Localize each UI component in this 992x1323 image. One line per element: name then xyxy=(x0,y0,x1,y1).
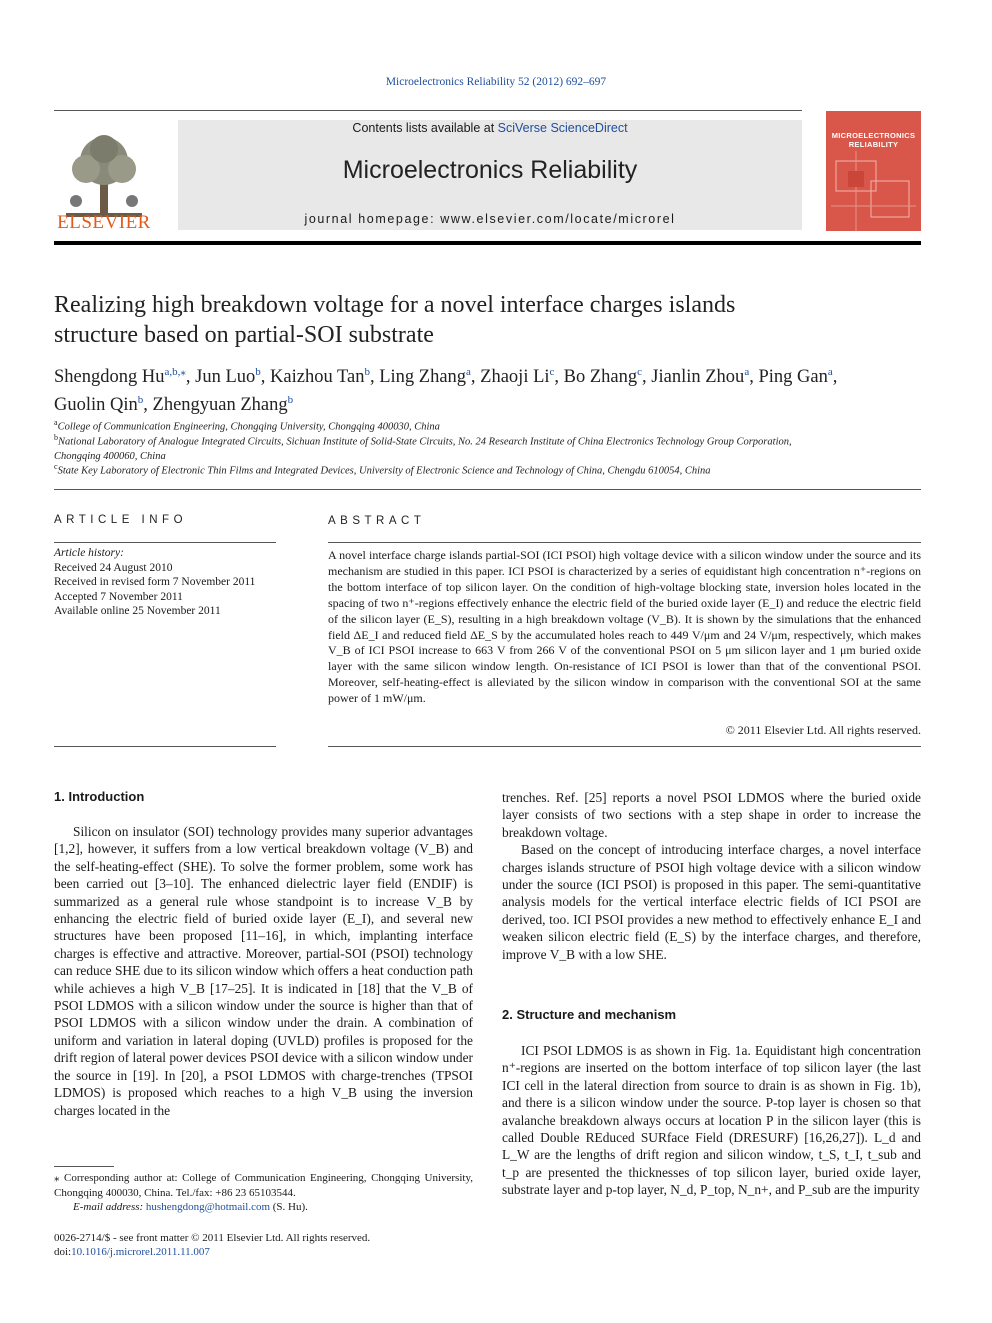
affiliation-text: National Laboratory of Analogue Integrated Circuits, Sichuan Institute of Solid-State Circuits, No. 24 Research Institute of China Electronics Technology Group Corporation, xyxy=(58,436,792,448)
author-affil-sup[interactable]: a xyxy=(466,366,471,378)
homepage-prefix: journal homepage: xyxy=(304,212,441,226)
cover-title: MICROELECTRONICS RELIABILITY xyxy=(831,131,916,149)
author-affil-sup[interactable]: a,b,⁎ xyxy=(164,366,186,378)
right-column xyxy=(502,789,921,963)
author[interactable]: Ping Gan xyxy=(758,367,828,388)
affiliation-rule xyxy=(54,489,921,490)
contents-prefix: Contents lists available at xyxy=(352,121,498,135)
history-accepted: Accepted 7 November 2011 xyxy=(54,590,183,603)
affiliation-marker: a xyxy=(54,418,58,427)
email-suffix: (S. Hu). xyxy=(270,1201,308,1213)
history-label: Article history: xyxy=(54,547,124,559)
article-title-line1: Realizing high breakdown voltage for a novel interface charges islands xyxy=(54,292,736,318)
affiliation-c xyxy=(54,460,934,479)
author[interactable]: Jianlin Zhou xyxy=(651,367,745,388)
elsevier-wordmark: ELSEVIER xyxy=(57,212,151,233)
affiliation-text-cont: Chongqing 400060, China xyxy=(54,451,166,462)
author-affil-sup[interactable]: a xyxy=(827,366,833,378)
intro-paragraph-continued: trenches. Ref. [25] reports a novel PSOI LDMOS where the buried oxide layer consists of two sections with a step shape in order to increase the breakdown voltage. xyxy=(502,790,921,840)
doi-label: doi: xyxy=(54,1246,72,1258)
email-link[interactable]: hushengdong@hotmail.com xyxy=(145,1201,271,1213)
author-separator: , xyxy=(749,367,759,388)
affiliation-marker: b xyxy=(54,433,58,442)
author-separator: , xyxy=(832,367,838,388)
issn-line: 0026-2714/$ - see front matter © 2011 Elsevier Ltd. All rights reserved. xyxy=(54,1232,371,1244)
corresponding-author-note: ⁎ Corresponding author at: College of Communication Engineering, Chongqing University, Chongqing 400030, China. Tel./fax: +86 23 65103544. xyxy=(54,1172,473,1199)
journal-citation[interactable]: Microelectronics Reliability 52 (2012) 692–697 xyxy=(385,76,607,88)
footnote xyxy=(54,1171,473,1215)
author[interactable]: Guolin Qin xyxy=(54,395,138,416)
author[interactable]: Ling Zhang xyxy=(379,367,467,388)
author-separator: , xyxy=(470,367,481,388)
section-2-heading: 2. Structure and mechanism xyxy=(502,1007,677,1022)
abstract-copyright: © 2011 Elsevier Ltd. All rights reserved. xyxy=(725,723,921,737)
author-affil-sup[interactable]: c xyxy=(637,366,643,378)
contents-line xyxy=(178,121,802,135)
journal-title: Microelectronics Reliability xyxy=(342,156,638,184)
sciencedirect-link[interactable]: SciVerse ScienceDirect xyxy=(497,121,628,135)
article-title xyxy=(54,290,934,350)
author[interactable]: Kaizhou Tan xyxy=(270,367,365,388)
author-separator: , xyxy=(369,367,380,388)
history-received: Received 24 August 2010 xyxy=(54,561,173,574)
author-separator: , xyxy=(143,395,153,416)
article-history xyxy=(54,546,284,619)
author[interactable]: Zhaoji Li xyxy=(480,367,550,388)
author-affil-sup[interactable]: a xyxy=(744,366,750,378)
footnote-rule xyxy=(54,1166,114,1167)
history-online: Available online 25 November 2011 xyxy=(54,605,221,617)
email-line xyxy=(54,1200,473,1215)
header-bottom-rule xyxy=(54,241,921,245)
article-info-rule xyxy=(54,542,276,543)
author[interactable]: Zhengyuan Zhang xyxy=(152,395,288,416)
author-affil-sup[interactable]: c xyxy=(549,366,555,378)
article-info-heading: ARTICLE INFO xyxy=(54,514,188,526)
section-2-paragraph-1 xyxy=(502,1042,921,1199)
article-info-bottom-rule xyxy=(54,746,276,747)
abstract-heading: ABSTRACT xyxy=(328,515,426,527)
doi-link[interactable]: 10.1016/j.microrel.2011.11.007 xyxy=(71,1246,210,1258)
author-separator: , xyxy=(185,367,196,388)
author-affil-sup[interactable]: b xyxy=(137,394,144,407)
front-matter-info xyxy=(54,1231,473,1259)
header-top-rule xyxy=(54,110,802,111)
abstract-text: A novel interface charge islands partial-SOI (ICI PSOI) high voltage device with a silicon window under the source and its mechanism are studied in this paper. ICI PSOI is characterized by a series of equidistant high concentration n⁺-regions on the bottom interface of top silicon layer. On the condition of high-voltage blocking state, inversion holes located in the spacing of two n⁺-regions effectively enhance the electric field of the buried oxide layer (E_I) and reduce the electric field of the silicon layer (E_S), resulting in a high breakdown voltage (V_B). It is shown by the simulations that the enhanced field ΔE_I and reduced field ΔE_S by the accumulated holes reach to 449 V/μm and 24 V/μm, respectively, which makes V_B of ICI PSOI increase to 663 V from 266 V of the conventional PSOI on 5 μm silicon layer and 1 μm buried oxide layer with the same silicon window length. On-resistance of ICI PSOI is lower than that of the conventional PSOI. Moreover, self-heating-effect is alleviated by the silicon window in comparison with the conventional SOI at the same power of 1 mW/μm. xyxy=(328,548,921,706)
author[interactable]: Jun Luo xyxy=(195,367,256,388)
intro-paragraph-2: Based on the concept of introducing interface charges, a novel interface charges islands structure of PSOI high voltage device with a silicon window under the source (ICI PSOI) is proposed in this paper. The semi-quantitative analysis models for the vertical interface electric fields of ICI PSOI are derived, too. ICI PSOI provides a new method to effectively enhance E_I and weaken silicon electric field (E_S) by the interface charges, and therefore, improve V_B with a low SHE. xyxy=(502,842,921,962)
cover-circuit-graphic xyxy=(826,151,921,231)
affiliation-text: College of Communication Engineering, Chongqing University, Chongqing 400030, China xyxy=(57,421,440,433)
journal-homepage xyxy=(178,212,802,226)
section-1-paragraph-1 xyxy=(54,823,473,1119)
article-title-line2: structure based on partial-SOI substrate xyxy=(54,322,434,348)
doi-line xyxy=(54,1245,473,1259)
email-label: E-mail address: xyxy=(73,1201,146,1213)
abstract-bottom-rule xyxy=(328,746,921,747)
author-separator: , xyxy=(642,367,652,388)
author-affil-sup[interactable]: b xyxy=(287,394,294,407)
abstract-rule xyxy=(328,542,921,543)
author-separator: , xyxy=(554,367,564,388)
affiliation-text: State Key Laboratory of Electronic Thin Films and Integrated Devices, University of Electronic Science and Technology of China, Chengdu 610054, China xyxy=(57,465,711,477)
homepage-link[interactable]: www.elsevier.com/locate/microrel xyxy=(440,212,676,226)
journal-cover-image xyxy=(826,111,921,231)
structure-paragraph: ICI PSOI LDMOS is as shown in Fig. 1a. Equidistant high concentration n⁺-regions are inserted on the bottom interface of top silicon layer (the last ICI cell in the lateral direction from source to drain is as shown in Fig. 1b), and there is a silicon window under the source. P-top layer is chosen so that avalanche breakdown always occurs at location P in the silicon layer (this is called Double REduced SURface Field (DRESURF) [16,26,27]). L_d and L_W are the lengths of drift region and silicon window, t_S, t_I, t_sub and t_p are presented the thicknesses of top silicon layer, buried oxide layer, substrate layer and p-top layer, N_d, P_top, N_n+, and P_sub are the impurity xyxy=(502,1043,921,1198)
author[interactable]: Shengdong Hu xyxy=(54,367,165,388)
section-1-heading: 1. Introduction xyxy=(54,789,145,804)
intro-paragraph: Silicon on insulator (SOI) technology provides many superior advantages [1,2], however, it suffers from a low vertical breakdown voltage (V_B) and the self-heating-effect (SHE). To solve the former problem, some work has been carried out [3–10]. The enhanced dielectric layer field (ENDIF) is summarized as a general rule whose standpoint is to increase V_B by enhancing the electric field of buried oxide layer (E_I), and several new structures have been proposed [11–16], in which, implanting interface charges is effective and attractive. Moreover, partial-SOI (PSOI) technology can reduce SHE due to its silicon window which offers a heat conduction path while achieves a high V_B [17–25]. It is indicated in [18] that the V_B of PSOI LDMOS with a silicon window under the source is higher than that of PSOI LDMOS with a silicon window under the drain. A combination of uniform and variation in lateral doping (UVLD) profiles is proposed for the drift region of lateral power devices PSOI device with a silicon window under the source in [19]. In [20], a PSOI LDMOS with charge-trenches (TPSOI LDMOS) is proposed which reaches to a high V_B using the inversion charges located in the xyxy=(54,824,473,1118)
history-revised: Received in revised form 7 November 2011 xyxy=(54,576,256,588)
author[interactable]: Bo Zhang xyxy=(563,367,638,388)
author-separator: , xyxy=(260,367,271,388)
affiliation-marker: c xyxy=(54,462,58,471)
author-affil-sup[interactable]: b xyxy=(364,366,370,378)
author-affil-sup[interactable]: b xyxy=(255,366,261,378)
author-list xyxy=(54,361,934,417)
